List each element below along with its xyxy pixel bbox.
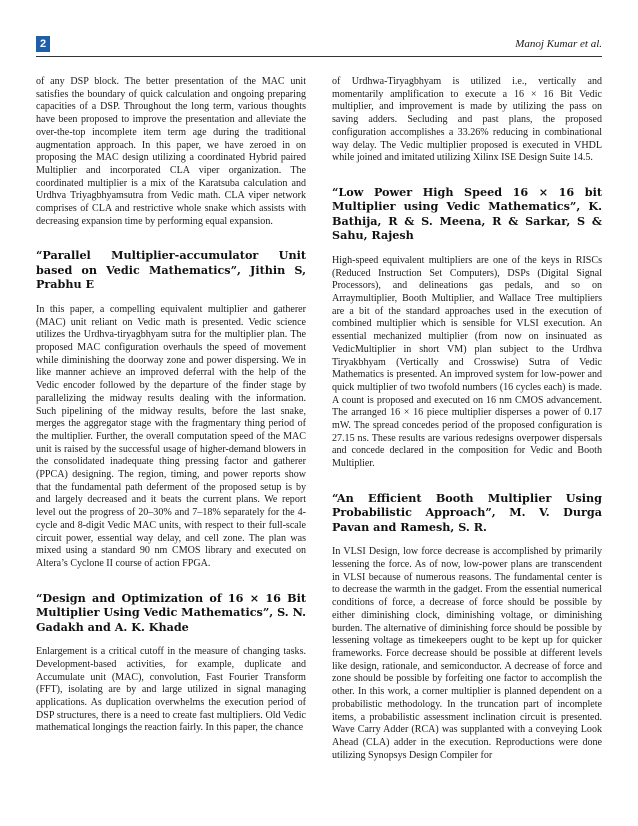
section-body-low-power: High-speed equivalent multipliers are one of the keys in RISCs (Reduced Instruction Set Computers), DSPs (Digital Signal Processors), and delineations gas pedals, and so on Arraymultiplier, Booth Multiplier, and Wallace Tree multipliers are a bit of the standard approaches used in the execution of combined multiplier which is sensible for VLSI execution. An essential mechanized multiplier (from now on insinuated as VedicMultiplier in short VM) plan subject to the Urdhva Tiryakbhyam (Vertically and Crosswise) Sutra of Vedic Mathematics is presented. An improved system for low-power and quick multiplier of two twofold numbers (16 cycles each) is made. A count is proposed and executed on 16 nm CMOS advancement. The arranged 16 × 16 piece multiplier disperses a power of 0.17 mW. The spread concedes period of the proposed configuration is 27.15 ns. These results are various redesigns overpower dispersals and concede declared in the composition for Vedic and Booth Multiplier.: [332, 254, 602, 470]
section-body-booth-multiplier: In VLSI Design, low force decrease is accomplished by primarily lessening the force. As of now, low-power plans are transcendent in VLSI because of numerous reasons. The fundamental center is to decrease the warmth in the gadget. From the essential numerical conditions of force, a decrease of force should be possible by either diminishing clock, diminishing voltage, or diminishing burden. The alternative of diminishing force should be possible by lessening voltage as timekeepers ought to be kept up for quicker frameworks. Force decrease should be possible at different levels like design, rationale, and semiconductor. A decrease of force and zone should be possible by forfeiting one factor to accomplish the other. In this work, a corner multiplier is planned dependent on a probabilistic methodology. In the truncation part of incomplete items, a probabilistic assessment inclination circuit is presented. Wave Carry Adder (RCA) was supplanted with a conveying Look Ahead (CLA) adder in the execution. Reproductions were done utilizing Synopsys Design Compiler for: [332, 546, 602, 761]
running-head-authors: Manoj Kumar et al.: [515, 38, 602, 50]
right-intro-paragraph: of Urdhwa-Tiryagbhyam is utilized i.e., vertically and momentarily amplification to execute a 16 × 16 Bit Vedic multiplier, and improvement is made by utilizing the pass on saving adders. Secluding and past plans, the proposed configuration accomplishes a 33.26% reducing in combinational way delay. The Vedic multiplier proposed is executed in VHDL while joined and imitated utilizing Xilinx ISE Design Suite 14.5.: [332, 76, 602, 164]
section-heading-booth-multiplier: “An Efficient Booth Multiplier Using Probabilistic Approach”, M. V. Durga Pavan and Ramesh, S. R.: [332, 490, 602, 534]
section-body-parallel-mac: In this paper, a compelling equivalent multiplier and gatherer (MAC) unit reliant on Vedic math is presented. Vedic science utilizes the Urdhva-tiryagbhyam sutra for the multiplier plan. The proposed MAC configuration overhauls the speed of movement while diminishing the doorway zone and power dispersing. We in like manner achieve an improved deferral with the help of the Vedic encoder followed by the departure of the finder stage by parallelizing the midway results dealing with the information. Such pipelining of the midway results, before the last snake, merges the aggregator stage with the fragmentary thing period of the multiplier. Further, the overall computation speed of the MAC unit is raised by the successful usage of higher-demand blowers in the consolidated inadequate thing pressing factor and gatherer (PPCA) designing. The region, timing, and power reports show that the fundamental path deferment of the proposed setup is by and largely decreased and it beats the current plans. We report level out the progress of 20–30% and 7–18% separately for the 4-cycle and 8-digit Vedic MAC units, with respect to their full-scale circuit power, essential way delay, and cell zone. The plan was mixed using a standard 90 nm CMOS library and executed on Altera’s Cyclone II course of action FPGA.: [36, 303, 306, 569]
page-number-badge: 2: [36, 36, 50, 52]
left-column: [36, 76, 306, 816]
section-heading-design-optimization: “Design and Optimization of 16 × 16 Bit Multiplier Using Vedic Mathematics”, S. N. Gadakh and A. K. Khade: [36, 590, 306, 634]
section-body-design-optimization: Enlargement is a critical cutoff in the measure of changing tasks. Development-based activities, for example, duplicate and Accumulate unit (MAC), convolution, Fast Fourier Transform (FFT), isolating are by and large utilized in signal managing applications. As duplication overwhelms the execution period of DSP structures, there is a need to create fast multipliers. Old Vedic mathematical longings the reaction fairly. In this paper, the chance: [36, 646, 306, 734]
section-heading-parallel-mac: “Parallel Multiplier-accumulator Unit based on Vedic Mathematics”, Jithin S, Prabhu E: [36, 248, 306, 292]
section-heading-low-power: “Low Power High Speed 16 × 16 bit Multiplier using Vedic Mathematics”, K. Bathija, R & S. Meena, R & Sarkar, S & Sahu, Rajesh: [332, 184, 602, 243]
right-column: [332, 76, 602, 816]
page-header: [36, 36, 602, 57]
left-intro-paragraph: of any DSP block. The better presentation of the MAC unit satisfies the boundary of quick calculation and ongoing preparing capacities of a DSP. Throughout the long term, various thoughts have been proposed to improve the presentation and alleviate the over-the-top incomplete item term age during the traditional augmentation approach. In this paper, we have zeroed in on proposing the MAC design utilizing a coordinated Hybrid paired Multiplier and incorporated CLA viper organization. The coordinated multiplier is a mix of the Karatsuba calculation and Urdhva Triyagbhyamsutra from Vedic math. CLA viper network comprises of CLA and restrictive whole snake which assists with decreasing expansion time by performing equal expansion.: [36, 76, 306, 227]
